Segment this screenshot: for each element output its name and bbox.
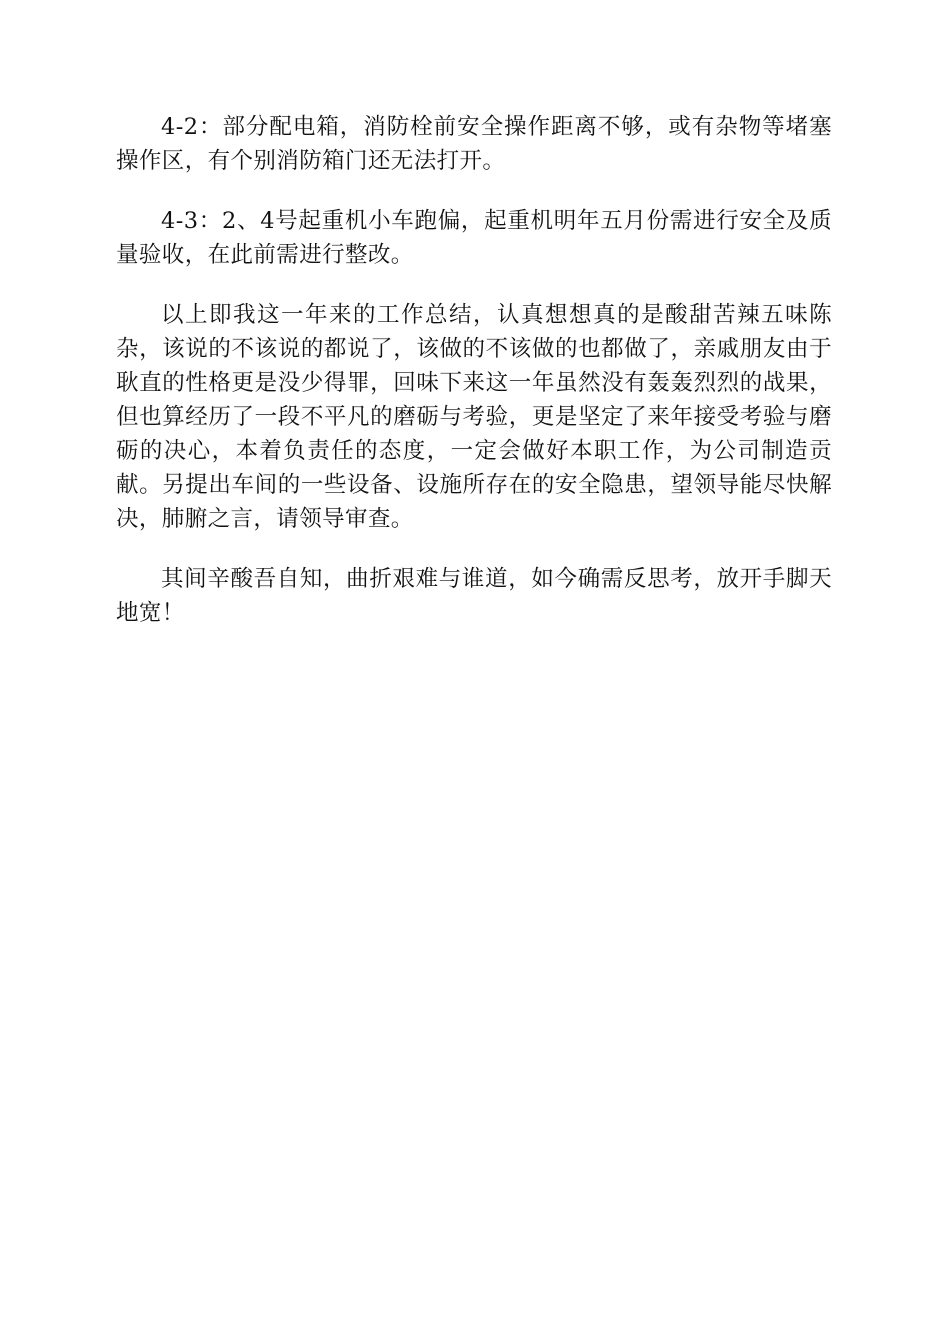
paragraph-closing: 其间辛酸吾自知，曲折艰难与谁道，如今确需反思考，放开手脚天地宽！	[116, 566, 832, 626]
paragraph-summary: 以上即我这一年来的工作总结，认真想想真的是酸甜苦辣五味陈杂，该说的不该说的都说了，该做的不该做的也都做了，亲戚朋友由于耿直的性格更是没少得罪，回味下来这一年虽然没有轰轰烈烈的战果，但也算经历了一段不平凡的磨砺与考验，更是坚定了来年接受考验与磨砺的决心，本着负责任的态度，一定会做好本职工作，为公司制造贡献。另提出车间的一些设备、设施所存在的安全隐患，望领导能尽快解决，肺腑之言，请领导审查。	[116, 302, 832, 532]
paragraph-issue-4-3: 4-3：2、4号起重机小车跑偏，起重机明年五月份需进行安全及质量验收，在此前需进行整改。	[116, 208, 832, 268]
document-body	[116, 110, 832, 656]
paragraph-issue-4-2: 4-2：部分配电箱，消防栓前安全操作距离不够，或有杂物等堵塞操作区，有个别消防箱门还无法打开。	[116, 114, 832, 174]
